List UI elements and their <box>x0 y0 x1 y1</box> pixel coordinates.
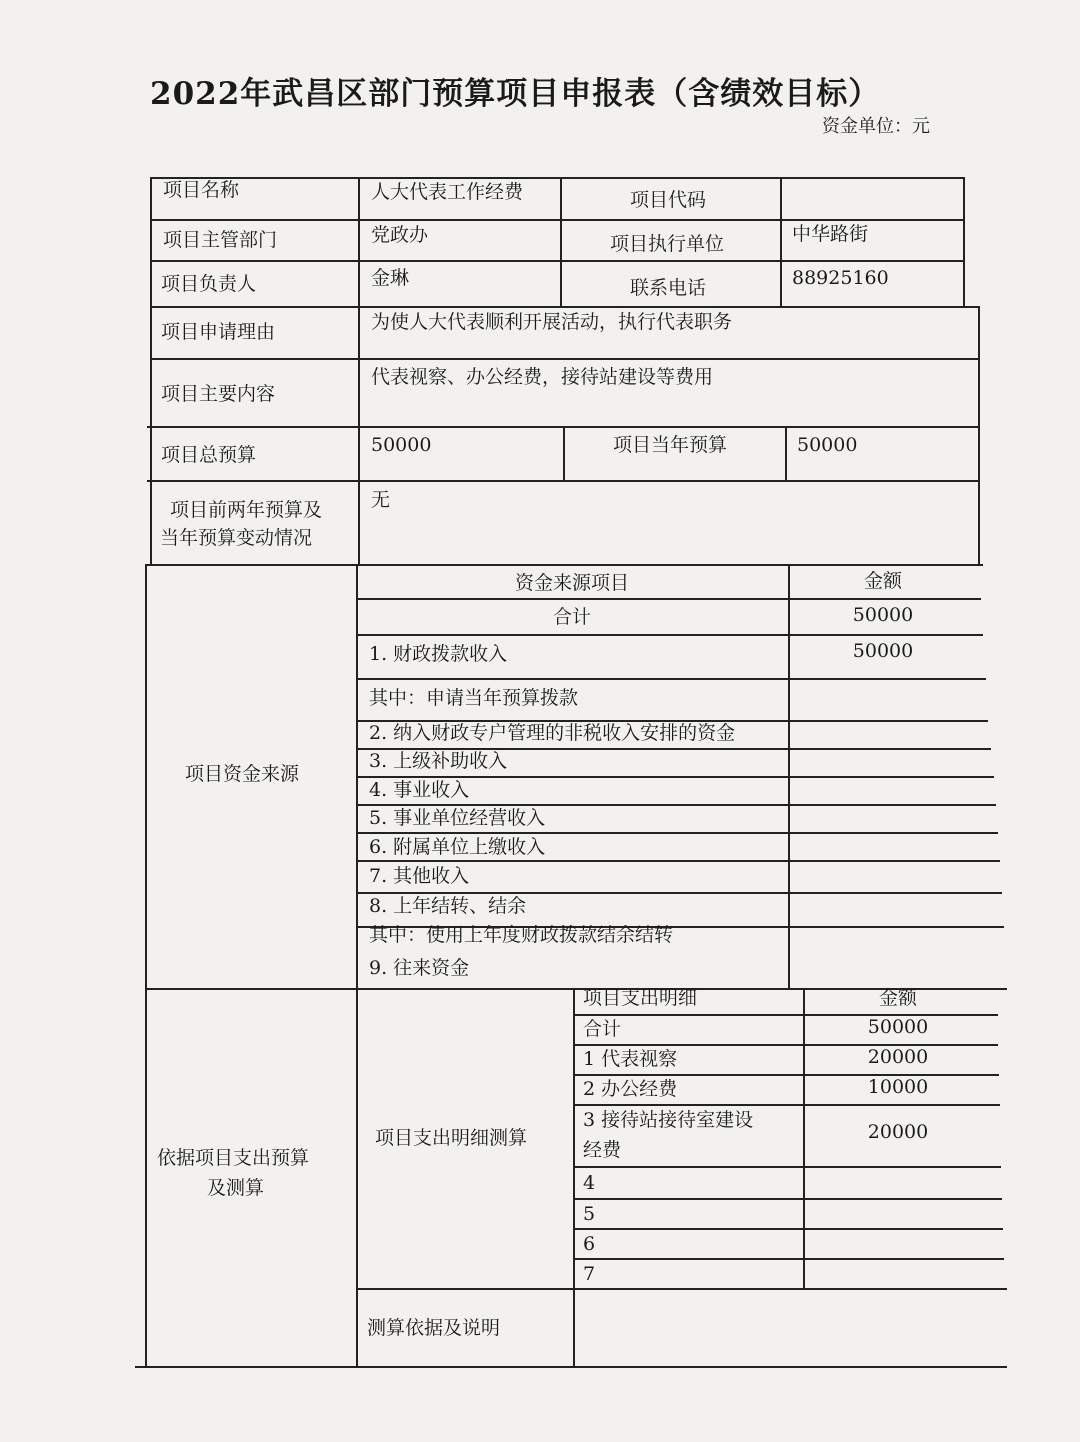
year-budget-label: 项目当年预算 <box>613 434 728 456</box>
change-label-line1: 项目前两年预算及 <box>170 499 323 521</box>
change-label-line2: 当年预算变动情况 <box>160 527 313 549</box>
fund-unit: 资金单位：元 <box>822 116 930 137</box>
funding-row-label: 5. 事业单位经营收入 <box>369 807 546 829</box>
exec-unit-label: 项目执行单位 <box>610 233 725 255</box>
funding-row-label: 合计 <box>552 606 591 628</box>
funding-row-label: 1. 财政拨款收入 <box>369 643 508 665</box>
expense-row-label: 7 <box>583 1263 596 1285</box>
funding-section-label: 项目资金来源 <box>185 763 300 785</box>
expense-row-amount: 10000 <box>867 1076 929 1098</box>
dept-label: 项目主管部门 <box>163 229 278 251</box>
funding-col-amount: 金额 <box>863 570 902 592</box>
funding-row-amount: 50000 <box>852 604 914 626</box>
expense-row-amount: 50000 <box>867 1016 929 1038</box>
reason-value: 为使人大代表顺利开展活动，执行代表职务 <box>371 311 733 333</box>
expense-row-label: 5 <box>583 1203 596 1225</box>
funding-row-label: 4. 事业收入 <box>369 779 470 801</box>
expense-row-label: 3 接待站接待室建设 <box>583 1109 754 1131</box>
change-value: 无 <box>371 489 391 511</box>
expense-row-amount: 20000 <box>867 1046 929 1068</box>
expense-row-label-line2: 经费 <box>583 1139 622 1161</box>
content-value: 代表视察、办公经费，接待站建设等费用 <box>371 366 714 388</box>
reason-label: 项目申请理由 <box>161 321 276 343</box>
expense-col-item: 项目支出明细 <box>583 987 698 1009</box>
funding-col-item: 资金来源项目 <box>514 572 629 594</box>
leader-label: 项目负责人 <box>161 273 257 295</box>
funding-row-amount: 50000 <box>852 640 914 662</box>
funding-row-label: 3. 上级补助收入 <box>369 750 508 772</box>
expense-section-label-line1: 依据项目支出预算 <box>157 1147 310 1169</box>
dept-value: 党政办 <box>371 224 429 246</box>
project-name-value: 人大代表工作经费 <box>371 181 524 203</box>
budget-form-table <box>135 168 995 1368</box>
total-budget-label: 项目总预算 <box>161 444 257 466</box>
expense-row-label: 2 办公经费 <box>583 1078 678 1100</box>
year-budget-value: 50000 <box>797 434 858 456</box>
funding-row-label: 2. 纳入财政专户管理的非税收入安排的资金 <box>369 722 736 744</box>
expense-row-amount: 20000 <box>867 1121 929 1143</box>
funding-row-label: 6. 附属单位上缴收入 <box>369 836 546 858</box>
exec-unit-value: 中华路街 <box>792 223 869 245</box>
funding-row-label: 8. 上年结转、结余 <box>369 895 527 917</box>
expense-row-label: 1 代表视察 <box>583 1048 678 1070</box>
leader-value: 金琳 <box>371 267 410 289</box>
expense-detail-label: 项目支出明细测算 <box>375 1127 528 1149</box>
funding-row-label: 其中：使用上年度财政拨款结余结转 <box>369 924 674 946</box>
content-label: 项目主要内容 <box>161 383 276 405</box>
basis-label: 测算依据及说明 <box>367 1317 501 1339</box>
page-title: 2022年武昌区部门预算项目申报表（含绩效目标） <box>150 76 881 112</box>
funding-row-label: 7. 其他收入 <box>369 865 470 887</box>
expense-col-amount: 金额 <box>878 987 917 1009</box>
expense-section-label-line2: 及测算 <box>207 1177 265 1199</box>
funding-row-label: 9. 往来资金 <box>369 957 470 979</box>
project-code-label: 项目代码 <box>630 189 707 211</box>
project-name-label: 项目名称 <box>163 179 240 201</box>
expense-row-label: 4 <box>583 1172 596 1194</box>
phone-value: 88925160 <box>792 267 889 289</box>
funding-row-label: 其中：申请当年预算拨款 <box>369 687 579 709</box>
phone-label: 联系电话 <box>630 277 707 299</box>
expense-row-label: 合计 <box>583 1018 622 1040</box>
total-budget-value: 50000 <box>371 434 432 456</box>
expense-row-label: 6 <box>583 1233 596 1255</box>
